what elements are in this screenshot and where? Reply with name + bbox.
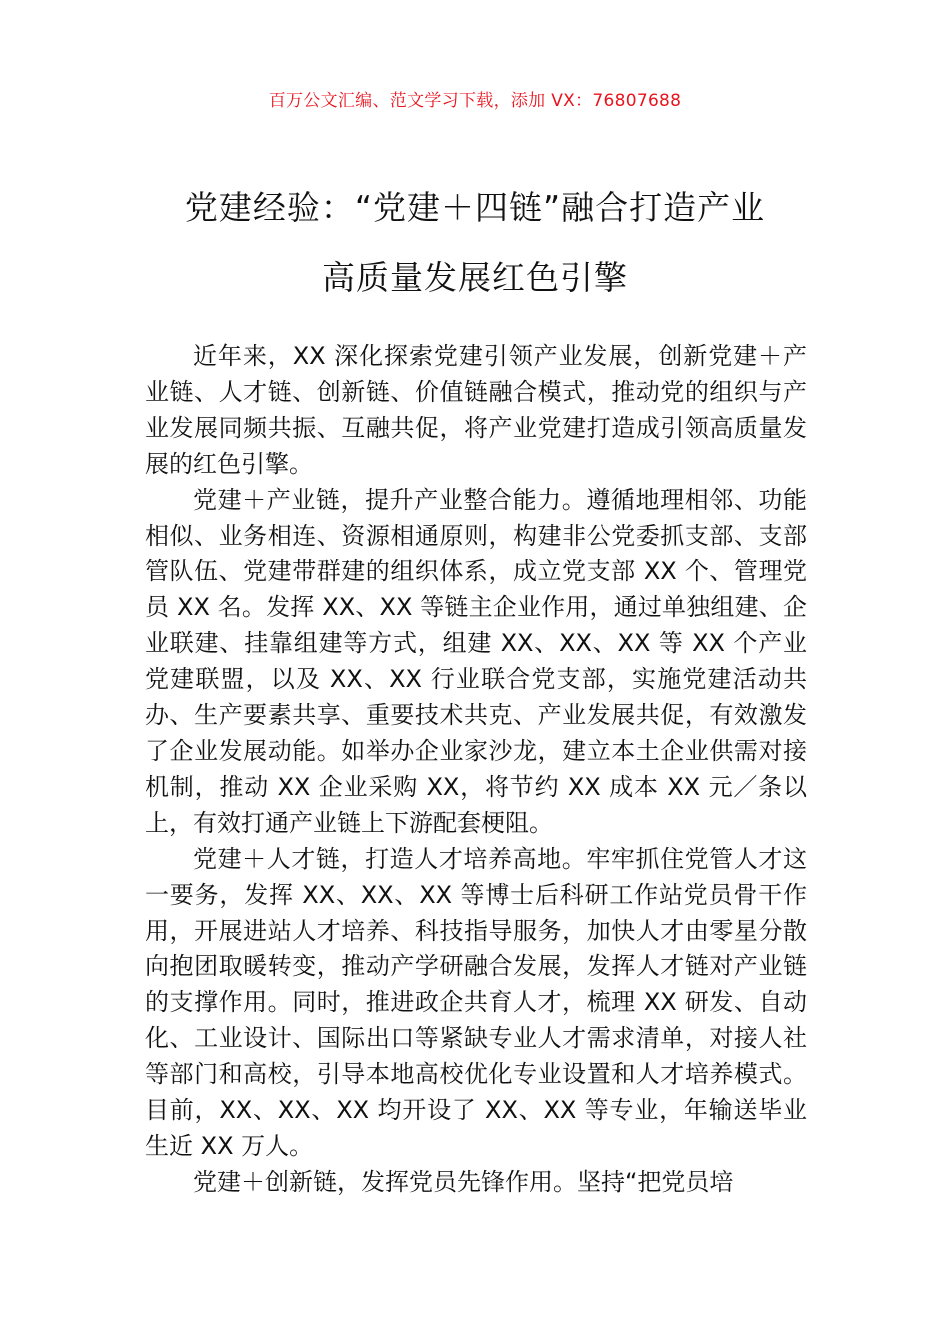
paragraph: 党建＋创新链，发挥党员先锋作用。坚持“把党员培 [193, 1167, 734, 1196]
paragraph: 近年来，XX 深化探索党建引领产业发展，创新党建＋产业链、人才链、创新链、价值链融合模式，推动党的组织与产业发展同频共振、互融共促，将产业党建打造成引领高质量发展的红色引擎。 [145, 342, 807, 478]
paragraph: 党建＋人才链，打造人才培养高地。牢牢抓住党管人才这一要务，发挥 XX、XX、XX 等博士后科研工作站党员骨干作用，开展进站人才培养、科技指导服务，加快人才由零星分散向抱团取暖转变，推动产学研融合发展，发挥人才链对产业链的支撑作用。同时，推进政企共育人才，梳理 XX 研发、自动化、工业设计、国际出口等紧缺专业人才需求清单，对接人社等部门和高校，引导本地高校优化专业设置和人才培养模式。目前，XX、XX、XX 均开设了 XX、XX 等专业，年输送毕业生近 XX 万人。 [145, 844, 807, 1160]
document-title-line-1: 党建经验：“党建＋四链”融合打造产业 [184, 188, 766, 227]
paragraph: 党建＋产业链，提升产业整合能力。遵循地理相邻、功能相似、业务相连、资源相通原则，构建非公党委抓支部、支部管队伍、党建带群建的组织体系，成立党支部 XX 个、管理党员 XX 名。发挥 XX、XX 等链主企业作用，通过单独组建、企业联建、挂靠组建等方式，组建 XX、XX、XX 等 XX 个产业党建联盟，以及 XX、XX 行业联合党支部，实施党建活动共办、生产要素共享、重要技术共克、产业发展共促，有效激发了企业发展动能。如举办企业家沙龙，建立本土企业供需对接机制，推动 XX 企业采购 XX，将节约 XX 成本 XX 元／条以上，有效打通产业链上下游配套梗阻。 [145, 485, 807, 837]
document-body [145, 339, 807, 1201]
header-banner: 百万公文汇编、范文学习下载，添加 VX：76807688 [268, 91, 682, 111]
document-title-line-2: 高质量发展红色引擎 [322, 258, 628, 297]
